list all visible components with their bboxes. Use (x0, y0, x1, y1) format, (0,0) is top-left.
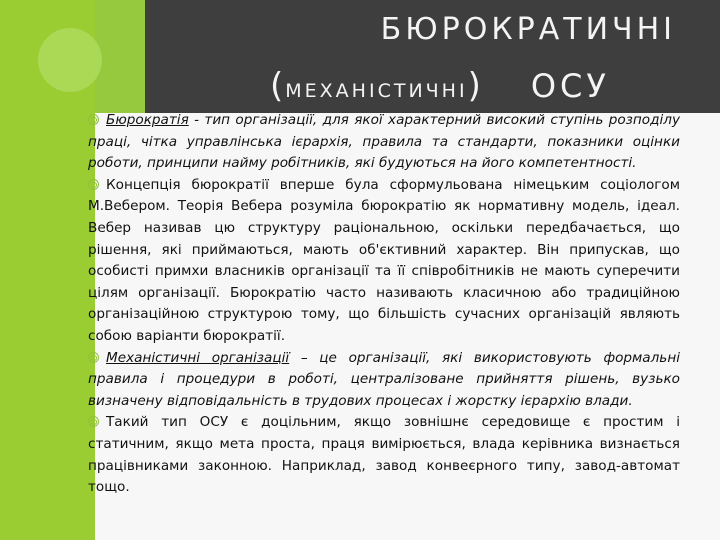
definition-mechanistic: – це організації, які використовують формальні правила і процедури в роботі, централізоване прийняття рішень, вузько визначену відповідальність в трудових процесах і жорстку ієрархію влади. (88, 349, 680, 409)
term-mechanistic: Механістичні організації (106, 349, 290, 366)
slide-title-line2 (270, 66, 610, 106)
title-paren-close: ) (467, 66, 483, 106)
paragraph-mechanistic (88, 348, 680, 413)
slide-title-line1: БЮРОКРАТИЧНІ (380, 12, 676, 47)
text-applicability: Такий тип ОСУ є доцільним, якщо зовнішнє середовище є простим і статичним, якщо мета проста, праця вимірюється, влада керівника визнається працівниками законною. Наприклад, завод конвеєрного типу, завод-автомат тощо. (88, 414, 680, 496)
title-subtitle-word: МЕХАНІСТИЧНІ (285, 80, 468, 102)
term-bureaucracy: Бюрократія (106, 112, 189, 128)
paragraph-bureaucracy (88, 110, 680, 175)
bullet-icon (88, 179, 99, 190)
text-weber-concept: Концепція бюрократії вперше була сформульована німецьким соціологом М.Вебером. Теорія Вебера розуміла бюрократію як нормативну модель, ідеал. Вебер називав цю структуру раціональною, оскільки передбачається, що рішення, які приймаються, мають об'єктивний характер. Він припускав, що особисті примхи власників організації та її співробітників не мають суперечити цілям організації. Бюрократію часто називають класичною або традиційною організаційною структурою тому, що більшість сучасних організацій являють собою варіанти бюрократії. (88, 176, 680, 344)
slide-body (88, 110, 680, 499)
title-osu: ОСУ (530, 67, 610, 105)
paragraph-weber (88, 175, 680, 348)
definition-bureaucracy: - тип організації, для якої характерний високий ступінь розподілу праці, чітка управлінська ієрархія, правила та стандарти, показники оцінки роботи, принципи найму робітників, які будуються на його компетентності. (88, 112, 680, 172)
title-paren-open: ( (270, 66, 286, 106)
bullet-icon (88, 352, 99, 363)
bullet-icon (88, 416, 99, 427)
decorative-circle (38, 28, 102, 92)
bullet-icon (88, 114, 99, 125)
paragraph-applicability (88, 412, 680, 498)
